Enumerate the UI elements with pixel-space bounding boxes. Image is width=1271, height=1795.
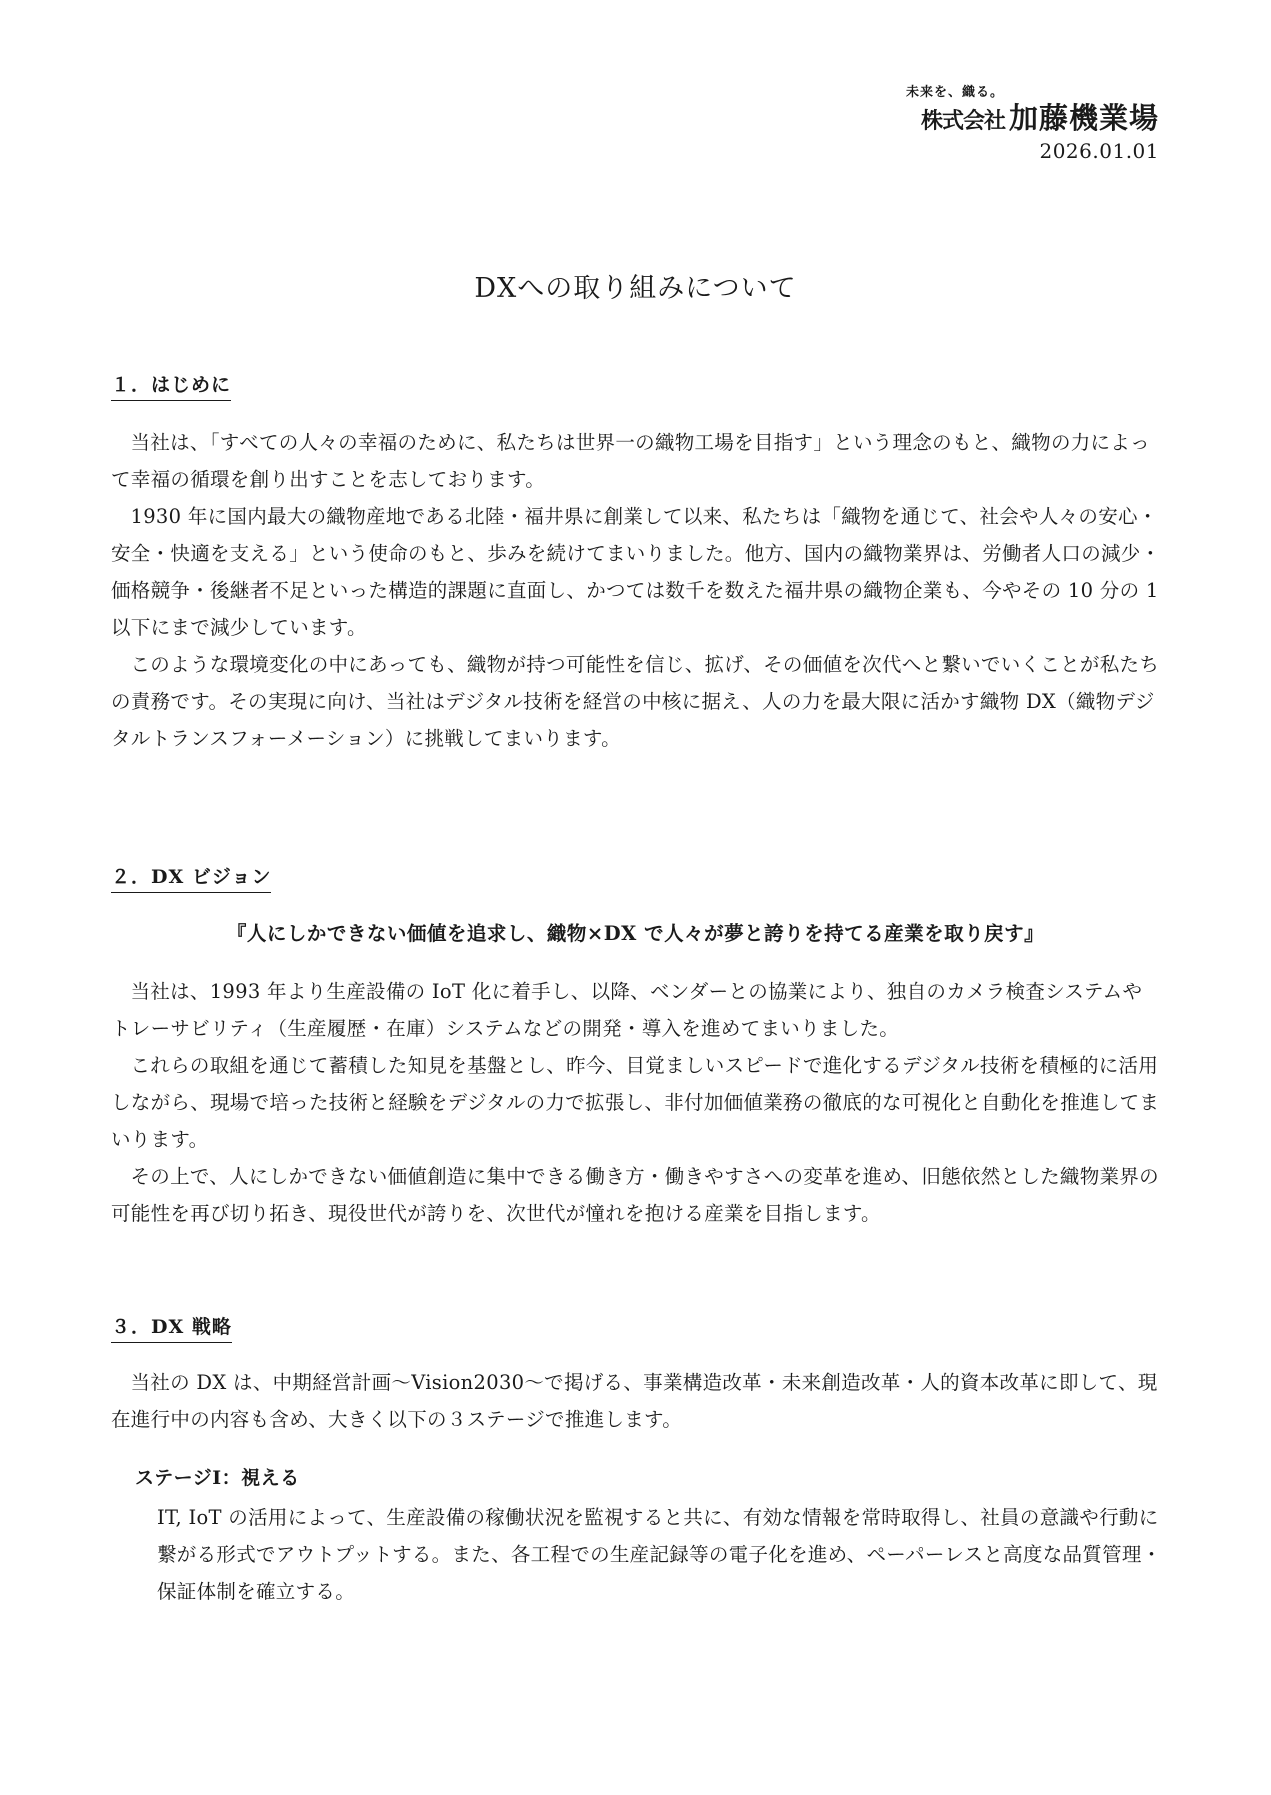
logo-kabushiki: 株式会社 (920, 109, 1005, 134)
stage-paragraph: IT, IoT の活用によって、生産設備の稼働状況を監視すると共に、有効な情報を常時取得し、社員の意識や行動に繋がる形式でアウトプットする。また、各工程での生産記録等の電子化を進め、ペーパーレスと高度な品質管理・保証体制を確立する。 (157, 1506, 1162, 1603)
section-body-dx-strategy (111, 1364, 1161, 1438)
stage-body (157, 1499, 1167, 1610)
logo-company-name: 加藤機業場 (1008, 101, 1159, 135)
section-heading-dx-vision: ２．DX ビジョン (111, 862, 271, 893)
logo-wordmark (859, 101, 1159, 140)
section-heading-introduction: １．はじめに (111, 370, 231, 401)
stage-heading: ステージⅠ：視える (135, 1467, 300, 1489)
section-body-introduction (111, 424, 1161, 757)
paragraph: 当社の DX は、中期経営計画～Vision2030～で掲げる、事業構造改革・未来創造改革・人的資本改革に即して、現在進行中の内容も含め、大きく以下の３ステージで推進します。 (111, 1371, 1158, 1431)
paragraph: 1930 年に国内最大の織物産地である北陸・福井県に創業して以来、私たちは「織物を通じて、社会や人々の安心・安全・快適を支える」という使命のもと、歩みを続けてまいりました。他方、国内の織物業界は、労働者人口の減少・価格競争・後継者不足といった構造的課題に直面し、かつては数千を数えた福井県の織物企業も、今やその 10 分の 1 以下にまで減少しています。 (111, 505, 1161, 639)
document-title: DXへの取り組みについて (474, 273, 797, 304)
paragraph: 当社は、「すべての人々の幸福のために、私たちは世界一の織物工場を目指す」という理念のもと、織物の力によって幸福の循環を創り出すことを志しております。 (111, 431, 1150, 491)
document-date: 2026.01.01 (1039, 139, 1159, 163)
paragraph: これらの取組を通じて蓄積した知見を基盤とし、昨今、目覚ましいスピードで進化するデジタル技術を積極的に活用しながら、現場で培った技術と経験をデジタルの力で拡張し、非付加価値業務の徹底的な可視化と自動化を推進してまいります。 (111, 1054, 1160, 1151)
vision-statement: 『人にしかできない価値を追求し、織物×DX で人々が夢と誇りを持てる産業を取り戻す』 (226, 922, 1045, 945)
section-body-dx-vision (111, 973, 1161, 1232)
paragraph: このような環境変化の中にあっても、織物が持つ可能性を信じ、拡げ、その価値を次代へと繋いでいくことが私たちの責務です。その実現に向け、当社はデジタル技術を経営の中核に据え、人の力を最大限に活かす織物 DX（織物デジタルトランスフォーメーション）に挑戦してまいります。 (111, 653, 1160, 750)
section-heading-dx-strategy: ３．DX 戦略 (111, 1312, 232, 1343)
paragraph: 当社は、1993 年より生産設備の IoT 化に着手し、以降、ベンダーとの協業により、独自のカメラ検査システムやトレーサビリティ（生産履歴・在庫）システムなどの開発・導入を進めてまいりました。 (111, 980, 1143, 1040)
company-logo (859, 86, 1159, 140)
paragraph: その上で、人にしかできない価値創造に集中できる働き方・働きやすさへの変革を進め、旧態依然とした織物業界の可能性を再び切り拓き、現役世代が誇りを、次世代が憧れを抱ける産業を目指します。 (111, 1165, 1159, 1225)
logo-tagline: 未来を、織る。 (906, 85, 1005, 100)
